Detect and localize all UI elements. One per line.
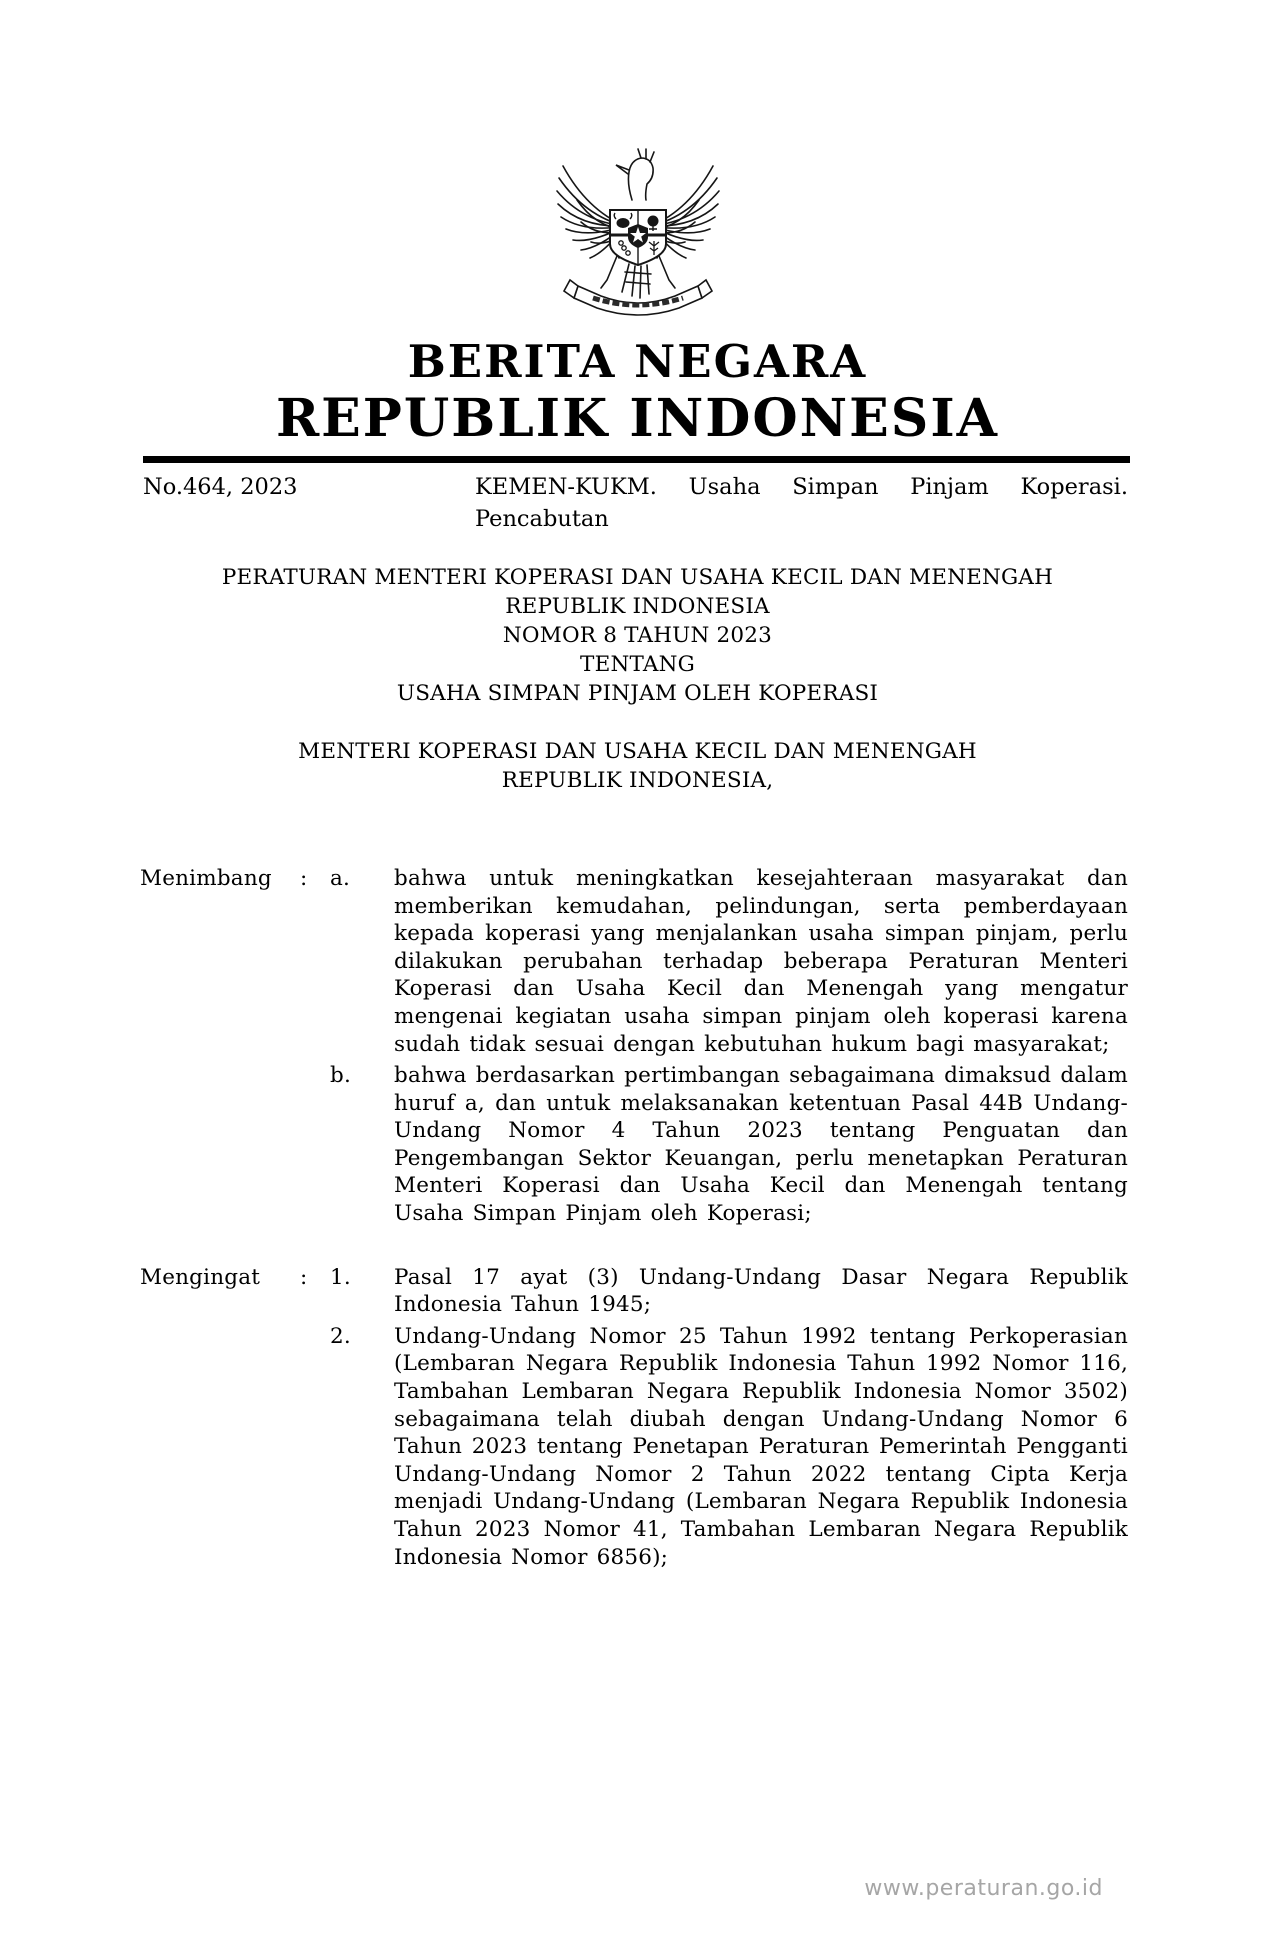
regulation-title-line3: NOMOR 8 TAHUN 2023 [502, 622, 773, 648]
item-marker: b. [330, 1063, 351, 1089]
gazette-subject [475, 471, 1128, 535]
regulation-title-line1: PERATURAN MENTERI KOPERASI DAN USAHA KECIL DAN MENENGAH [221, 564, 1054, 590]
gazette-subject-line2: Pencabutan [475, 505, 609, 532]
item-text: Undang-Undang Nomor 25 Tahun 1992 tentang Perkoperasian (Lembaran Negara Republik Indonesia Tahun 1992 Nomor 116, Tambahan Lembaran Negara Republik Indonesia Nomor 3502) sebagaimana telah diubah dengan Undang-Undang Nomor 6 Tahun 2023 tentang Penetapan Peraturan Pemerintah Pengganti Undang-Undang Nomor 2 Tahun 2022 tentang Cipta Kerja menjadi Undang-Undang (Lembaran Negara Republik Indonesia Tahun 2023 Nomor 41, Tambahan Lembaran Negara Republik Indonesia Nomor 6856); [394, 1323, 1128, 1570]
regulation-title-line4: TENTANG [580, 651, 695, 677]
footer-website-url: www.peraturan.go.id [864, 1876, 1103, 1901]
section-items [330, 1264, 1128, 1572]
item-text: Pasal 17 ayat (3) Undang-Undang Dasar Negara Republik Indonesia Tahun 1945; [394, 1264, 1128, 1318]
masthead-row [143, 471, 1128, 535]
emblem-container [0, 0, 1275, 332]
garuda-pancasila-emblem-icon [553, 313, 723, 332]
section-label: Menimbang [140, 865, 272, 891]
list-item [330, 1062, 1128, 1228]
section-colon: : [300, 865, 308, 891]
gazette-number: No.464, 2023 [143, 473, 298, 500]
section-menimbang [140, 865, 1128, 1228]
regulation-title [0, 563, 1275, 708]
list-item [330, 1264, 1128, 1319]
section-mengingat [140, 1264, 1128, 1572]
section-items [330, 865, 1128, 1228]
list-item [330, 1323, 1128, 1571]
masthead-rule [143, 456, 1130, 463]
issuing-authority-line2: REPUBLIK INDONESIA, [501, 767, 774, 793]
list-item [330, 865, 1128, 1058]
item-text: bahwa berdasarkan pertimbangan sebagaimana dimaksud dalam huruf a, dan untuk melaksanakan ketentuan Pasal 44B Undang-Undang Nomor 4 Tahun 2023 tentang Penguatan dan Pengembangan Sektor Keuangan, perlu menetapkan Peraturan Menteri Koperasi dan Usaha Kecil dan Menengah tentang Usaha Simpan Pinjam oleh Koperasi; [394, 1063, 1128, 1227]
preamble-sections [140, 865, 1128, 1571]
section-label: Mengingat [140, 1264, 261, 1290]
regulation-title-line2: REPUBLIK INDONESIA [505, 593, 770, 619]
gazette-subject-line1: KEMEN-KUKM. Usaha Simpan Pinjam Koperasi. [475, 473, 1128, 500]
item-marker: a. [330, 865, 351, 891]
issuing-authority-line1: MENTERI KOPERASI DAN USAHA KECIL DAN MENENGAH [298, 738, 977, 764]
item-text: bahwa untuk meningkatkan kesejahteraan masyarakat dan memberikan kemudahan, pelindungan, serta pemberdayaan kepada koperasi yang menjalankan usaha simpan pinjam, perlu dilakukan perubahan terhadap beberapa Peraturan Menteri Koperasi dan Usaha Kecil dan Menengah yang mengatur mengenai kegiatan usaha simpan pinjam oleh koperasi karena sudah tidak sesuai dengan kebutuhan hukum bagi masyarakat; [394, 865, 1128, 1057]
item-marker: 1. [330, 1264, 351, 1290]
issuing-authority [0, 737, 1275, 795]
item-marker: 2. [330, 1323, 351, 1349]
gazette-title-line2: REPUBLIK INDONESIA [275, 387, 1000, 449]
gazette-title-line1: BERITA NEGARA [407, 335, 868, 388]
section-colon: : [300, 1264, 308, 1290]
regulation-title-line5: USAHA SIMPAN PINJAM OLEH KOPERASI [396, 680, 879, 706]
